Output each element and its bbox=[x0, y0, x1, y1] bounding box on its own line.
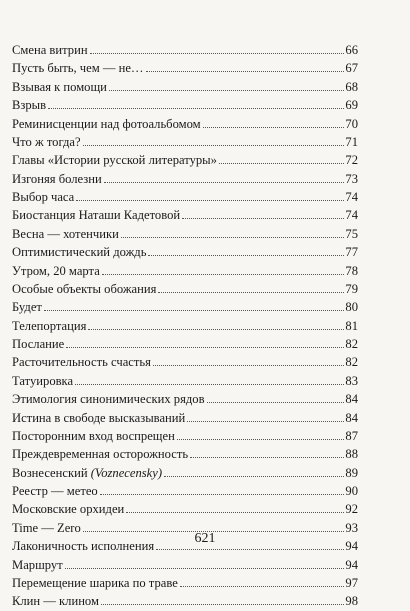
toc-entry-title bbox=[12, 409, 186, 427]
toc-entry-title-text: Оптимистический дождь bbox=[12, 245, 147, 260]
toc-entry-title bbox=[12, 427, 176, 445]
toc-entry bbox=[12, 372, 358, 390]
toc-entry-page: 81 bbox=[345, 318, 358, 333]
toc-entry-title bbox=[12, 372, 74, 390]
toc-entry-title-text: Утром, 20 марта bbox=[12, 263, 100, 278]
toc-entry-title-text: Биостанция Наташи Кадетовой bbox=[12, 208, 181, 223]
toc-entry-page: 84 bbox=[345, 410, 358, 425]
toc-entry-page: 84 bbox=[345, 392, 358, 407]
toc-entry-title bbox=[12, 445, 189, 463]
toc-entry-title bbox=[12, 188, 75, 206]
toc-entry bbox=[12, 225, 358, 243]
toc-entry-title bbox=[12, 592, 100, 610]
toc-entry-title bbox=[12, 225, 120, 243]
toc-entry-title bbox=[12, 317, 87, 335]
dot-leader bbox=[158, 292, 344, 293]
toc-entry bbox=[12, 353, 358, 371]
toc-entry-page: 93 bbox=[345, 520, 358, 535]
dot-leader bbox=[190, 457, 344, 458]
toc-entry-title-text: Перемещение шарика по траве bbox=[12, 575, 178, 590]
dot-leader bbox=[203, 127, 345, 128]
toc-entry bbox=[12, 335, 358, 353]
toc-entry bbox=[12, 317, 358, 335]
dot-leader bbox=[180, 586, 345, 587]
toc-entry-page: 88 bbox=[345, 447, 358, 462]
toc-entry-title bbox=[12, 170, 103, 188]
toc-entry bbox=[12, 96, 358, 114]
toc-entry-page: 87 bbox=[345, 428, 358, 443]
toc-entry-title-text: Особые объекты обожания bbox=[12, 281, 157, 296]
toc-entry bbox=[12, 262, 358, 280]
toc-entry-title-text: Реестр — метео bbox=[12, 484, 98, 498]
toc-entry-title bbox=[12, 133, 82, 151]
dot-leader bbox=[44, 310, 344, 311]
toc-entry bbox=[12, 445, 358, 463]
page-number: 621 bbox=[194, 531, 216, 546]
toc-entry bbox=[12, 574, 358, 592]
toc-entry-title bbox=[12, 556, 64, 574]
toc-entry-title bbox=[12, 151, 218, 169]
toc-entry-title-text: Истина в свободе высказываний bbox=[12, 410, 186, 425]
toc-entry-page: 97 bbox=[345, 575, 358, 590]
toc-entry bbox=[12, 592, 358, 610]
toc-entry bbox=[12, 41, 358, 59]
toc-entry-title-text: Посторонним вход воспрещен bbox=[12, 428, 175, 443]
toc-entry-page: 79 bbox=[345, 281, 358, 296]
toc-entry-title bbox=[12, 353, 152, 371]
toc-entry-title bbox=[12, 243, 147, 261]
toc-entry-title bbox=[12, 96, 47, 114]
dot-leader bbox=[148, 255, 344, 256]
dot-leader bbox=[177, 439, 345, 440]
toc-entry-title-text: Взрыв bbox=[12, 98, 47, 113]
toc-entry bbox=[12, 427, 358, 445]
toc-entry-title bbox=[12, 464, 163, 482]
toc-entry-title-text: Телепортация bbox=[12, 318, 87, 333]
dot-leader bbox=[65, 568, 345, 569]
toc-entry-title bbox=[12, 390, 206, 408]
toc-entry-title-text: Выбор часа bbox=[12, 190, 75, 204]
toc-entry bbox=[12, 78, 358, 96]
toc-entry-title-text: Будет bbox=[12, 300, 42, 315]
dot-leader bbox=[126, 512, 344, 513]
toc-entry-title-text: Реминисценции над фотоальбомом bbox=[12, 116, 201, 131]
toc-entry-page: 73 bbox=[345, 171, 358, 186]
toc-entry-title-text: Пусть быть, чем — не… bbox=[12, 61, 144, 76]
dot-leader bbox=[83, 145, 345, 146]
toc-entry bbox=[12, 151, 358, 169]
toc-entry-title-text: Что ж тогда? bbox=[12, 134, 81, 149]
toc-entry-page: 66 bbox=[345, 43, 358, 57]
toc-entry-title bbox=[12, 280, 157, 298]
dot-leader bbox=[164, 476, 344, 477]
toc-entry-page: 77 bbox=[345, 245, 358, 260]
toc-entry bbox=[12, 409, 358, 427]
toc-entry-page: 90 bbox=[345, 484, 358, 498]
toc-entry-page: 74 bbox=[345, 208, 358, 223]
toc-entry-title-text: Маршрут bbox=[12, 557, 63, 572]
toc-entry-title bbox=[12, 59, 145, 77]
toc-entry-page: 89 bbox=[345, 465, 358, 480]
toc-entry-title-text: Изгоняя болезни bbox=[12, 171, 102, 186]
toc-entry-title-text: Расточительность счастья bbox=[12, 355, 151, 370]
dot-leader bbox=[101, 604, 344, 605]
dot-leader bbox=[90, 53, 345, 54]
dot-leader bbox=[121, 237, 345, 238]
dot-leader bbox=[156, 549, 344, 550]
toc-entry-title-text: Лаконичность исполнения bbox=[12, 539, 155, 554]
dot-leader bbox=[187, 421, 344, 422]
toc-entry bbox=[12, 206, 358, 224]
toc-entry-page: 72 bbox=[345, 153, 358, 168]
toc-entry bbox=[12, 556, 358, 574]
toc-entry-page: 68 bbox=[345, 79, 358, 94]
toc-entry-title bbox=[12, 78, 108, 96]
toc-entry bbox=[12, 464, 358, 482]
toc-entry-title-text: Весна — хотенчики bbox=[12, 226, 119, 241]
toc-entry bbox=[12, 482, 358, 500]
toc-entry bbox=[12, 115, 358, 133]
toc-entry-title-text: Преждевременная осторожность bbox=[12, 447, 189, 462]
toc-entry-page: 70 bbox=[345, 116, 358, 131]
toc-entry bbox=[12, 133, 358, 151]
toc-entry-title-text: Взывая к помощи bbox=[12, 79, 107, 94]
toc-entry-title-text: Смена витрин bbox=[12, 43, 88, 57]
toc-entry-page: 71 bbox=[345, 134, 358, 149]
toc-entry-page: 92 bbox=[345, 502, 358, 517]
toc-entry-title-text: Этимология синонимических рядов bbox=[12, 392, 205, 407]
toc-entry bbox=[12, 170, 358, 188]
toc-entry bbox=[12, 243, 358, 261]
toc-entry-page: 74 bbox=[345, 190, 358, 204]
toc-entry-title-text: Послание bbox=[12, 337, 65, 351]
toc-entry-title-text: Time — Zero bbox=[12, 520, 81, 535]
dot-leader bbox=[100, 494, 345, 495]
toc-entry-page: 82 bbox=[345, 337, 358, 351]
toc-entry-page: 75 bbox=[345, 226, 358, 241]
toc-entry-title-text: Главы «Истории русской литературы» bbox=[12, 153, 217, 168]
toc-entry-page: 94 bbox=[345, 539, 358, 554]
toc-entry bbox=[12, 390, 358, 408]
toc-entry-title-italic: (Voznecensky) bbox=[90, 465, 163, 480]
toc-entry-title bbox=[12, 262, 101, 280]
dot-leader bbox=[88, 329, 344, 330]
dot-leader bbox=[219, 163, 344, 164]
toc-entry bbox=[12, 280, 358, 298]
dot-leader bbox=[102, 274, 345, 275]
toc-entry-title bbox=[12, 298, 43, 316]
toc-entry-page: 80 bbox=[345, 300, 358, 315]
toc-entry-page: 83 bbox=[345, 373, 358, 388]
toc-entry-page: 69 bbox=[345, 98, 358, 113]
dot-leader bbox=[153, 365, 344, 366]
dot-leader bbox=[207, 402, 345, 403]
toc-entry-title bbox=[12, 482, 99, 500]
toc-entry bbox=[12, 59, 358, 77]
toc-entry bbox=[12, 500, 358, 518]
toc-entry-page: 67 bbox=[345, 61, 358, 76]
toc-entry-title bbox=[12, 41, 89, 59]
toc-entry-page: 98 bbox=[345, 594, 358, 609]
dot-leader bbox=[109, 90, 344, 91]
toc-entry-title bbox=[12, 500, 125, 518]
dot-leader bbox=[146, 71, 345, 72]
toc-entry-page: 78 bbox=[345, 263, 358, 278]
table-of-contents bbox=[12, 41, 358, 611]
toc-entry-title-text: Вознесенский bbox=[12, 465, 88, 480]
toc-entry-title-text: Клин — клином bbox=[12, 594, 99, 609]
toc-entry-page: 94 bbox=[345, 557, 358, 572]
toc-entry-title-text: Московские орхидеи bbox=[12, 502, 125, 517]
toc-entry bbox=[12, 298, 358, 316]
toc-entry-title bbox=[12, 335, 65, 353]
dot-leader bbox=[66, 347, 344, 348]
dot-leader bbox=[76, 200, 344, 201]
dot-leader bbox=[48, 108, 344, 109]
toc-entry-title-text: Татуировка bbox=[12, 373, 74, 388]
dot-leader bbox=[75, 384, 344, 385]
toc-entry-page: 82 bbox=[345, 355, 358, 370]
toc-entry bbox=[12, 188, 358, 206]
toc-entry-title bbox=[12, 206, 181, 224]
dot-leader bbox=[104, 182, 345, 183]
dot-leader bbox=[182, 218, 344, 219]
toc-entry-title bbox=[12, 115, 202, 133]
toc-entry-title bbox=[12, 574, 179, 592]
